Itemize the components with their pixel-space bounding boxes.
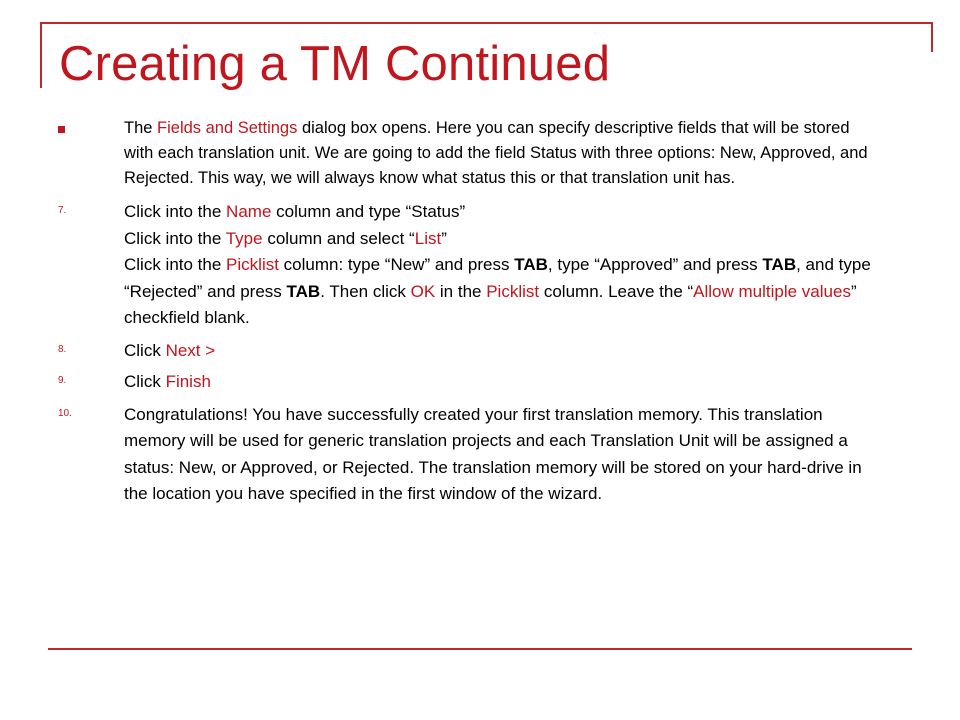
text-segment: Click into the — [124, 202, 227, 221]
highlight-term: Picklist — [226, 255, 279, 274]
text-segment: , type “Approved” and press — [547, 255, 763, 274]
text-segment: The — [124, 119, 158, 137]
text-segment: Click — [124, 372, 166, 391]
list-item-text — [124, 402, 874, 508]
text-segment: . Then click — [320, 281, 411, 301]
list-item-text — [124, 338, 874, 365]
step-number: 9. — [58, 375, 67, 386]
text-segment: dialog box opens. Here you can specify descriptive fields that will be stored with each translation unit. We are going to add the field Status with three options: New, Approved, and Rejected. This way, we will always know what status this or that translation unit has. — [124, 119, 868, 187]
list-item-text — [124, 199, 874, 332]
frame-top-line — [40, 22, 933, 24]
key-name: TAB — [762, 255, 797, 274]
highlight-term: OK — [410, 281, 436, 301]
highlight-term: Allow multiple values — [693, 281, 851, 301]
text-segment: ” — [441, 228, 447, 248]
text-segment: , and type “Rejected” and press — [124, 255, 871, 301]
highlight-term: Fields and Settings — [157, 119, 298, 137]
list-item-text — [124, 369, 874, 396]
step-number: 10. — [58, 407, 72, 419]
list-item-step-7 — [58, 199, 874, 332]
text-segment: Click — [124, 340, 166, 360]
highlight-term: Picklist — [486, 281, 540, 301]
key-name: TAB — [286, 281, 321, 301]
text-segment: Click into the — [124, 255, 227, 274]
text-segment: ” checkfield blank. — [124, 281, 857, 327]
frame-left-line — [40, 22, 42, 88]
text-segment: column: type “New” and press — [278, 255, 515, 274]
highlight-term: Finish — [165, 372, 211, 391]
bullet-square-icon — [58, 126, 65, 133]
step-number: 8. — [58, 343, 67, 355]
text-segment: column. Leave the “ — [539, 281, 694, 301]
highlight-term: Next > — [165, 340, 216, 360]
list-item-step-9 — [58, 369, 874, 396]
text-segment: Click into the — [124, 228, 226, 248]
list-item-intro — [58, 116, 874, 191]
highlight-term: Type — [225, 228, 263, 248]
key-name: TAB — [514, 255, 548, 274]
list-item-step-8 — [58, 338, 874, 365]
list-item-step-10 — [58, 402, 874, 508]
text-segment: column and type “Status” — [271, 202, 466, 221]
text-segment: in the — [435, 281, 487, 301]
step-number: 7. — [58, 205, 67, 216]
text-segment: column and select “ — [262, 228, 415, 248]
highlight-term: List — [414, 228, 442, 248]
slide-content — [58, 116, 874, 508]
frame-bottom-line — [48, 648, 912, 650]
list-item-text — [124, 116, 874, 191]
text-segment: Congratulations! You have successfully created your first translation memory. This translation memory will be used for generic translation projects and each Translation Unit will be assigned a status: New, or Approved, or Rejected. The translation memory will be stored on your hard-drive in the location you have specified in the first window of the wizard. — [124, 404, 862, 503]
page-title: Creating a TM Continued — [59, 37, 611, 91]
highlight-term: Name — [226, 202, 272, 221]
frame-right-line — [931, 22, 933, 52]
